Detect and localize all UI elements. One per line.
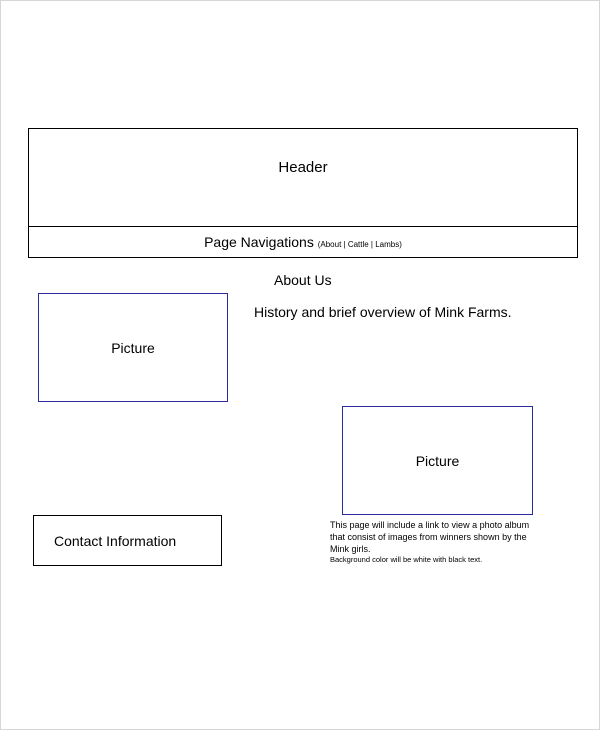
about-us-text: History and brief overview of Mink Farms. [254, 304, 512, 320]
picture-label: Picture [415, 452, 460, 469]
nav-links[interactable]: (About | Cattle | Lambs) [317, 240, 402, 249]
picture-placeholder-2 [342, 406, 533, 515]
note-secondary: Background color will be white with black text. [330, 555, 483, 564]
photo-album-note [330, 519, 530, 565]
contact-information-box [33, 515, 222, 566]
header-box [28, 128, 578, 258]
picture-placeholder-1 [38, 293, 228, 402]
picture-label: Picture [111, 339, 155, 356]
nav-title: Page Navigations [204, 234, 314, 250]
contact-label: Contact Information [54, 532, 177, 549]
note-main: This page will include a link to view a photo album that consist of images from winners shown by the Mink girls. [330, 520, 530, 554]
header-title: Header [278, 159, 328, 176]
about-us-heading: About Us [274, 272, 332, 288]
page-navigation-bar [29, 226, 577, 257]
